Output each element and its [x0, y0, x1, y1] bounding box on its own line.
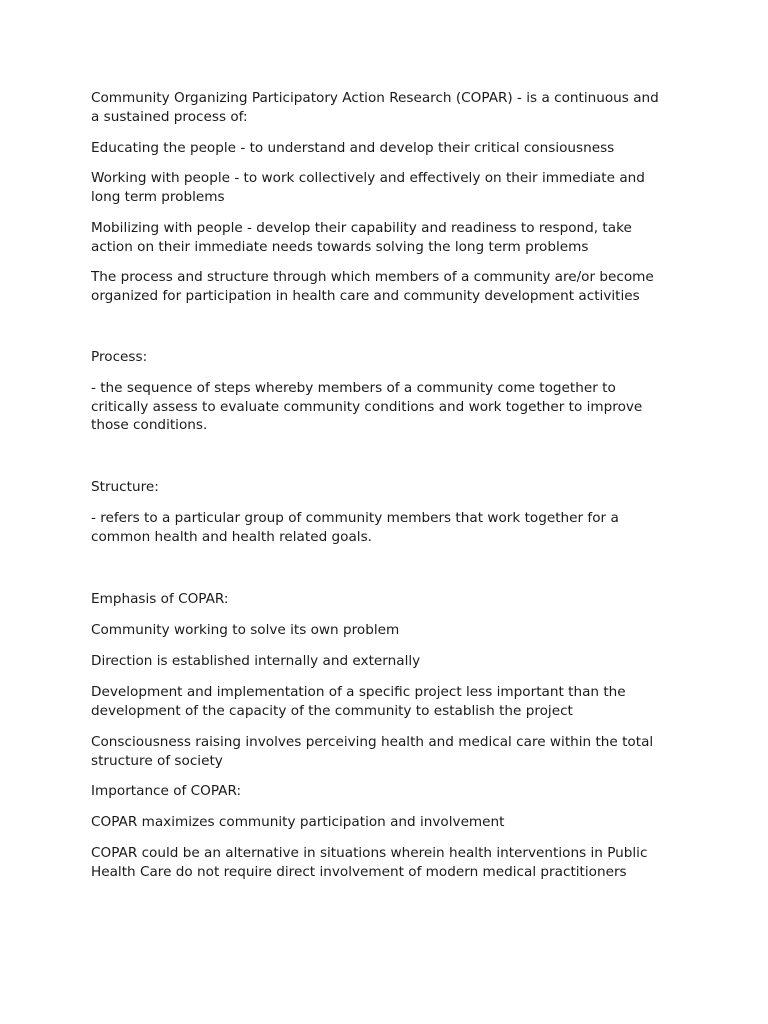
text-line: COPAR maximizes community participation and involvement [91, 814, 505, 830]
text-line: Consciousness raising involves perceiving health and medical care within the total [91, 734, 654, 750]
text-line: Importance of COPAR: [91, 783, 242, 799]
text-line: long term problems [91, 188, 225, 205]
educating-paragraph [91, 139, 691, 158]
emphasis-heading [91, 590, 691, 609]
importance-item-1 [91, 813, 691, 832]
process-structure-paragraph [91, 268, 691, 305]
text-line: critically assess to evaluate community conditions and work together to improve [91, 398, 643, 415]
text-line: structure of society [91, 752, 223, 769]
text-line: organized for participation in health care and community development activities [91, 287, 640, 304]
text-line: The process and structure through which members of a community are/or become [91, 269, 654, 285]
text-line: those conditions. [91, 417, 208, 433]
text-line: a sustained process of: [91, 108, 248, 125]
text-line: Working with people - to work collectively and effectively on their immediate and [91, 170, 645, 186]
text-line: Community working to solve its own problem [91, 622, 400, 638]
process-heading [91, 348, 691, 367]
text-line: Structure: [91, 479, 159, 495]
importance-item-2 [91, 844, 691, 881]
text-line: - refers to a particular group of community members that work together for a [91, 510, 619, 526]
structure-heading [91, 478, 691, 497]
text-line: Process: [91, 349, 148, 365]
text-line: Educating the people - to understand and develop their critical consiousness [91, 140, 615, 156]
text-line: Emphasis of COPAR: [91, 591, 229, 607]
text-line: Community Organizing Participatory Action Research (COPAR) - is a continuous and [91, 90, 659, 106]
emphasis-item-2 [91, 652, 691, 671]
text-line: - the sequence of steps whereby members of a community come together to [91, 380, 616, 396]
text-line: development of the capacity of the community to establish the project [91, 702, 573, 719]
intro-paragraph [91, 89, 691, 126]
emphasis-item-4 [91, 733, 691, 770]
text-line: Health Care do not require direct involvement of modern medical practitioners [91, 863, 627, 880]
text-line: Direction is established internally and externally [91, 653, 421, 669]
text-line: COPAR could be an alternative in situations wherein health interventions in Public [91, 845, 648, 861]
importance-heading [91, 782, 691, 801]
working-paragraph [91, 169, 691, 206]
text-line: Mobilizing with people - develop their capability and readiness to respond, take [91, 220, 632, 236]
text-line: action on their immediate needs towards solving the long term problems [91, 238, 589, 255]
emphasis-item-1 [91, 621, 691, 640]
text-line: common health and health related goals. [91, 528, 372, 545]
structure-definition [91, 509, 691, 546]
text-line: Development and implementation of a specific project less important than the [91, 684, 626, 700]
process-definition [91, 379, 691, 435]
mobilizing-paragraph [91, 219, 691, 256]
emphasis-item-3 [91, 683, 691, 720]
